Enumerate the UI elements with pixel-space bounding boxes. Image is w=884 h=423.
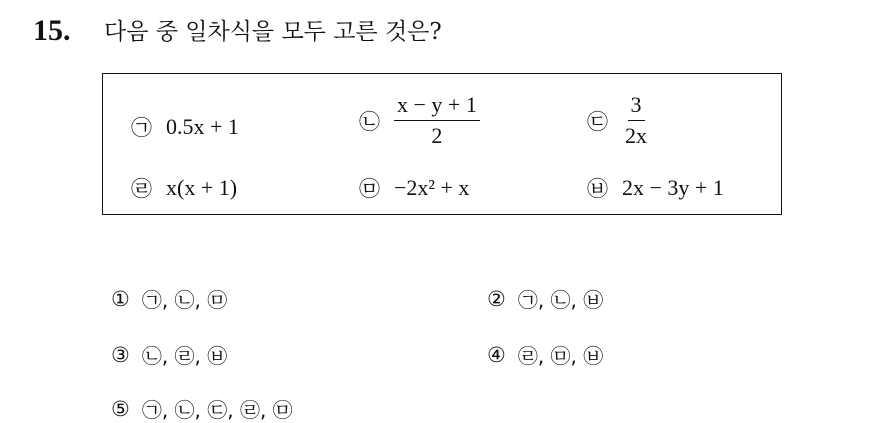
answer-choice-1-text: ㉠, ㉡, ㉤ (141, 288, 228, 312)
option-c-denominator: 2x (625, 123, 647, 148)
option-d (131, 173, 237, 203)
option-d-mark: ㉣ (131, 177, 152, 201)
option-b-fraction (394, 94, 480, 147)
answer-choice-5-number: ⑤ (111, 396, 130, 421)
answer-choice-4-number: ④ (487, 342, 506, 367)
answer-choice-3-number: ③ (111, 342, 130, 367)
answer-choice-5[interactable] (111, 394, 293, 423)
option-c-numerator: 3 (628, 94, 645, 121)
option-f-mark: ㉥ (587, 177, 608, 201)
answer-choice-2-text: ㉠, ㉡, ㉥ (517, 288, 604, 312)
option-e-mark: ㉤ (359, 177, 380, 201)
answer-choice-3[interactable] (111, 340, 227, 369)
answer-choice-2[interactable] (487, 284, 603, 313)
option-f-expr: 2x − 3y + 1 (622, 175, 724, 200)
option-a-expr: 0.5x + 1 (166, 114, 239, 139)
answer-choice-3-text: ㉡, ㉣, ㉥ (141, 344, 228, 368)
answer-choice-5-text: ㉠, ㉡, ㉢, ㉣, ㉤ (141, 398, 293, 422)
option-a (131, 112, 239, 142)
option-b (359, 94, 480, 147)
answer-choice-4[interactable] (487, 340, 603, 369)
answer-choice-1-number: ① (111, 286, 130, 311)
option-e (359, 173, 469, 203)
option-c-fraction (622, 94, 650, 147)
question-text: 다음 중 일차식을 모두 고른 것은? (104, 19, 442, 45)
answer-choice-1[interactable] (111, 284, 227, 313)
question-number: 15. (33, 14, 71, 47)
option-c-mark: ㉢ (587, 109, 608, 134)
option-b-numerator: x − y + 1 (394, 94, 480, 121)
option-b-mark: ㉡ (359, 109, 380, 134)
option-c (587, 94, 650, 147)
answer-choice-4-text: ㉣, ㉤, ㉥ (517, 344, 604, 368)
expressions-box (102, 73, 782, 215)
option-a-mark: ㉠ (131, 116, 152, 140)
option-d-expr: x(x + 1) (166, 175, 238, 200)
option-b-denominator: 2 (431, 123, 443, 148)
answer-choice-2-number: ② (487, 286, 506, 311)
option-f (587, 173, 724, 203)
option-e-expr: −2x² + x (394, 175, 470, 200)
